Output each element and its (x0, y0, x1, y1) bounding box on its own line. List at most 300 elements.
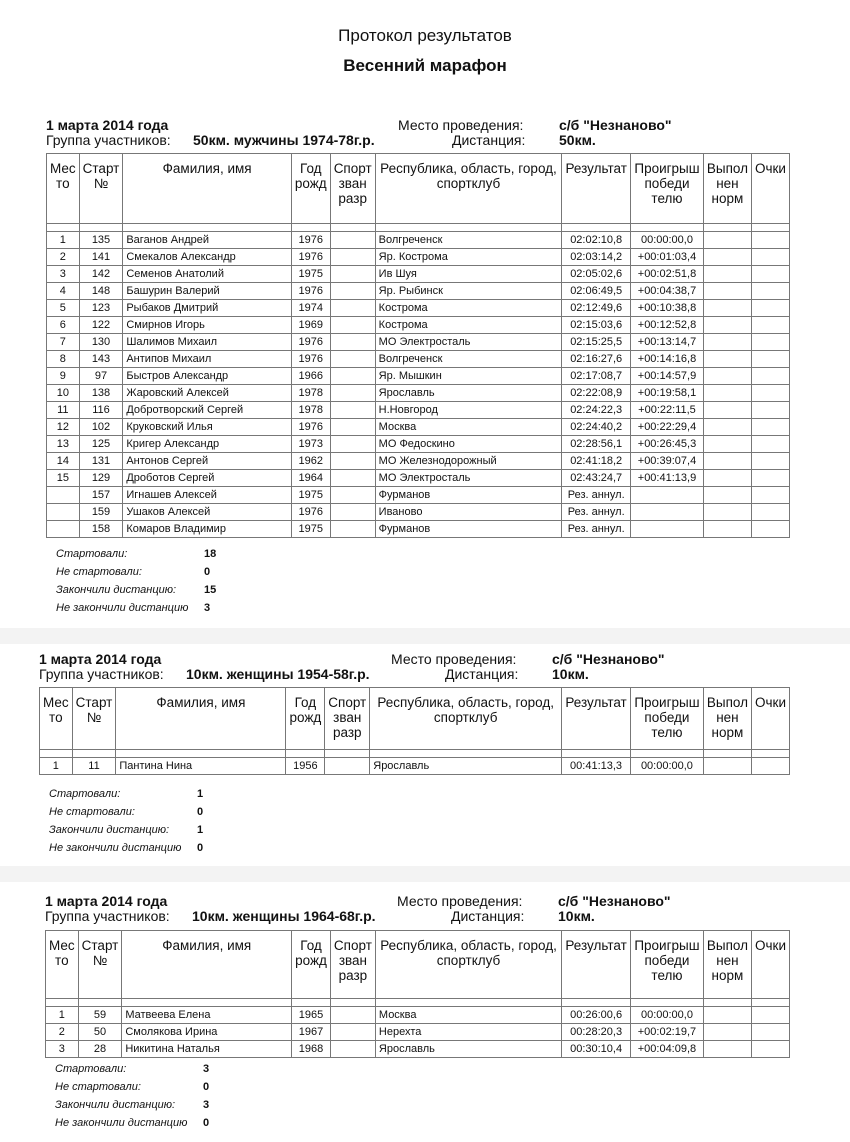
col-sport-rank-cell (330, 504, 375, 521)
distance-label: Дистанция: (445, 666, 519, 682)
table-spacer-row (46, 999, 790, 1007)
col-start-number-cell: 157 (79, 487, 123, 504)
scan-gap (0, 628, 850, 644)
col-points-cell (751, 317, 789, 334)
col-sport-rank-cell (330, 419, 375, 436)
col-place-cell (47, 487, 80, 504)
col-result-cell: 02:22:08,9 (562, 385, 631, 402)
col-name-cell: Смекалов Александр (123, 249, 292, 266)
col-points-cell (751, 504, 789, 521)
col-start-number-cell: 131 (79, 453, 123, 470)
col-name-cell: Добротворский Сергей (123, 402, 292, 419)
col-sport-rank-header: Спорт зван разр (325, 688, 370, 750)
col-birth-year-cell: 1976 (291, 283, 330, 300)
started-stat-value: 1 (197, 788, 204, 800)
col-sport-rank-cell (330, 436, 375, 453)
col-result-cell: 02:03:14,2 (562, 249, 631, 266)
col-place-header: Мес то (46, 931, 79, 999)
col-norm-completed-cell (703, 249, 751, 266)
col-norm-completed-cell (703, 266, 751, 283)
table-row (47, 334, 790, 351)
col-name-cell: Кригер Александр (123, 436, 292, 453)
col-result-cell: Рез. аннул. (562, 521, 631, 538)
col-behind-winner-header: Проигрыш победи телю (631, 931, 704, 999)
col-region-club-cell: Иваново (375, 504, 562, 521)
col-points-header: Очки (751, 154, 789, 224)
col-birth-year-cell: 1966 (291, 368, 330, 385)
col-result-cell: 02:15:25,5 (562, 334, 631, 351)
col-sport-rank-cell (330, 402, 375, 419)
group-label: Группа участников: (46, 132, 171, 148)
table-row (47, 317, 790, 334)
col-name-cell: Дроботов Сергей (123, 470, 292, 487)
col-name-cell: Антонов Сергей (123, 453, 292, 470)
not-started-stat-value: 0 (203, 1081, 210, 1093)
col-result-header: Результат (562, 688, 631, 750)
col-behind-winner-cell: +00:02:51,8 (631, 266, 704, 283)
col-name-cell: Шалимов Михаил (123, 334, 292, 351)
col-birth-year-cell: 1969 (291, 317, 330, 334)
col-birth-year-cell: 1967 (292, 1024, 331, 1041)
col-start-number-cell: 123 (79, 300, 123, 317)
col-birth-year-cell: 1976 (291, 351, 330, 368)
col-behind-winner-cell: +00:10:38,8 (631, 300, 704, 317)
col-points-cell (751, 487, 789, 504)
col-birth-year-cell: 1976 (291, 232, 330, 249)
col-points-cell (751, 351, 789, 368)
col-name-cell: Жаровский Алексей (123, 385, 292, 402)
not-finished-stat (55, 1117, 275, 1135)
col-sport-rank-cell (325, 758, 370, 775)
finished-stat (56, 584, 276, 602)
table-row (46, 1007, 790, 1024)
col-place-cell (47, 521, 80, 538)
table-spacer-row (47, 224, 790, 232)
col-result-cell: 02:17:08,7 (562, 368, 631, 385)
col-result-cell: 02:05:02,6 (562, 266, 631, 283)
not-finished-stat-label: Не закончили дистанцию (55, 1117, 188, 1129)
not-started-stat-label: Не стартовали: (55, 1081, 141, 1093)
col-norm-completed-cell (703, 758, 751, 775)
col-behind-winner-header: Проигрыш победи телю (631, 154, 704, 224)
col-behind-winner-cell (631, 487, 704, 504)
col-place-cell: 2 (47, 249, 80, 266)
not-finished-stat (56, 602, 276, 620)
venue-value: с/б "Незнаново" (552, 651, 665, 667)
col-name-cell: Ваганов Андрей (123, 232, 292, 249)
section-date: 1 марта 2014 года (46, 117, 169, 133)
col-behind-winner-cell: +00:04:09,8 (631, 1041, 704, 1058)
col-result-cell: 00:28:20,3 (562, 1024, 631, 1041)
table-row (46, 1041, 790, 1058)
col-start-number-cell: 158 (79, 521, 123, 538)
col-norm-completed-cell (703, 351, 751, 368)
col-region-club-cell: МО Железнодорожный (375, 453, 562, 470)
col-start-number-header: Старт № (78, 931, 122, 999)
started-stat-label: Стартовали: (56, 548, 128, 560)
col-region-club-cell: Яр. Рыбинск (375, 283, 562, 300)
col-sport-rank-cell (330, 249, 375, 266)
col-place-cell (47, 504, 80, 521)
distance-label: Дистанция: (451, 908, 525, 924)
col-start-number-cell: 28 (78, 1041, 122, 1058)
col-result-header: Результат (562, 931, 631, 999)
col-points-cell (751, 1007, 789, 1024)
col-region-club-cell: Фурманов (375, 487, 562, 504)
results-table (46, 153, 790, 538)
table-row (47, 504, 790, 521)
col-points-cell (751, 758, 789, 775)
table-header-row (46, 931, 790, 999)
col-region-club-cell: МО Электросталь (375, 334, 562, 351)
col-region-club-cell: Ярославль (375, 1041, 561, 1058)
col-region-club-cell: Яр. Кострома (375, 249, 562, 266)
table-row (47, 436, 790, 453)
col-place-cell: 15 (47, 470, 80, 487)
col-norm-completed-cell (703, 470, 751, 487)
col-sport-rank-cell (330, 283, 375, 300)
col-norm-completed-cell (703, 1024, 751, 1041)
col-result-cell: Рез. аннул. (562, 504, 631, 521)
col-birth-year-header: Год рожд (291, 154, 330, 224)
col-place-cell: 5 (47, 300, 80, 317)
col-sport-rank-header: Спорт зван разр (330, 931, 375, 999)
col-norm-completed-cell (703, 385, 751, 402)
col-result-cell: 00:26:00,6 (562, 1007, 631, 1024)
col-place-cell: 3 (47, 266, 80, 283)
col-birth-year-cell: 1976 (291, 419, 330, 436)
finished-stat-label: Закончили дистанцию: (49, 824, 170, 836)
group-value: 10км. женщины 1954-58г.р. (186, 666, 370, 682)
col-region-club-cell: Нерехта (375, 1024, 561, 1041)
not-finished-stat-label: Не закончили дистанцию (49, 842, 182, 854)
col-start-number-cell: 141 (79, 249, 123, 266)
col-start-number-cell: 102 (79, 419, 123, 436)
col-behind-winner-cell (631, 521, 704, 538)
not-started-stat (56, 566, 276, 584)
col-points-cell (751, 283, 789, 300)
col-points-header: Очки (751, 688, 789, 750)
col-behind-winner-cell: +00:04:38,7 (631, 283, 704, 300)
col-norm-completed-cell (703, 317, 751, 334)
group-value: 10км. женщины 1964-68г.р. (192, 908, 376, 924)
col-norm-completed-cell (703, 504, 751, 521)
col-place-header: Мес то (47, 154, 80, 224)
col-region-club-header: Республика, область, город, спортклуб (370, 688, 562, 750)
col-behind-winner-cell: +00:19:58,1 (631, 385, 704, 402)
col-behind-winner-cell: +00:14:57,9 (631, 368, 704, 385)
col-place-header: Мес то (40, 688, 73, 750)
col-points-cell (751, 402, 789, 419)
col-region-club-cell: Волгреченск (375, 351, 562, 368)
col-name-cell: Никитина Наталья (122, 1041, 292, 1058)
col-start-number-cell: 148 (79, 283, 123, 300)
table-row (47, 300, 790, 317)
col-behind-winner-cell: +00:02:19,7 (631, 1024, 704, 1041)
venue-value: с/б "Незнаново" (558, 893, 671, 909)
started-stat (49, 788, 269, 806)
col-name-cell: Смолякова Ирина (122, 1024, 292, 1041)
col-norm-completed-header: Выпол нен норм (703, 931, 751, 999)
col-birth-year-cell: 1962 (291, 453, 330, 470)
col-name-cell: Пантина Нина (116, 758, 286, 775)
table-row (47, 368, 790, 385)
col-place-cell: 4 (47, 283, 80, 300)
col-start-number-cell: 59 (78, 1007, 122, 1024)
results-table (39, 687, 790, 775)
document-subtitle: Весенний марафон (343, 56, 507, 75)
not-started-stat (49, 806, 269, 824)
col-sport-rank-cell (330, 521, 375, 538)
col-behind-winner-cell: 00:00:00,0 (631, 1007, 704, 1024)
col-behind-winner-cell: 00:00:00,0 (631, 232, 704, 249)
col-result-cell: 02:43:24,7 (562, 470, 631, 487)
col-norm-completed-header: Выпол нен норм (703, 154, 751, 224)
col-behind-winner-cell: +00:26:45,3 (631, 436, 704, 453)
section-stats (49, 788, 269, 860)
finished-stat-label: Закончили дистанцию: (55, 1099, 176, 1111)
col-start-number-cell: 11 (72, 758, 116, 775)
col-behind-winner-header: Проигрыш победи телю (631, 688, 704, 750)
col-result-cell: 00:41:13,3 (562, 758, 631, 775)
finished-stat-label: Закончили дистанцию: (56, 584, 177, 596)
col-start-number-cell: 97 (79, 368, 123, 385)
col-points-header: Очки (751, 931, 789, 999)
col-place-cell: 1 (47, 232, 80, 249)
col-behind-winner-cell: +00:13:14,7 (631, 334, 704, 351)
col-start-number-header: Старт № (72, 688, 116, 750)
col-points-cell (751, 1041, 789, 1058)
col-sport-rank-cell (330, 351, 375, 368)
section-date: 1 марта 2014 года (45, 893, 168, 909)
started-stat-value: 3 (203, 1063, 210, 1075)
col-place-cell: 1 (40, 758, 73, 775)
col-norm-completed-cell (703, 368, 751, 385)
col-sport-rank-cell (330, 368, 375, 385)
not-started-stat-label: Не стартовали: (56, 566, 142, 578)
not-finished-stat-value: 3 (204, 602, 211, 614)
col-sport-rank-cell (330, 487, 375, 504)
col-result-header: Результат (562, 154, 631, 224)
table-header-row (47, 154, 790, 224)
col-points-cell (751, 385, 789, 402)
col-start-number-cell: 135 (79, 232, 123, 249)
group-label: Группа участников: (39, 666, 164, 682)
col-behind-winner-cell: +00:12:52,8 (631, 317, 704, 334)
col-place-cell: 9 (47, 368, 80, 385)
col-birth-year-cell: 1974 (291, 300, 330, 317)
col-region-club-cell: Москва (375, 419, 562, 436)
col-start-number-cell: 159 (79, 504, 123, 521)
distance-value: 10км. (558, 908, 595, 924)
col-sport-rank-cell (330, 453, 375, 470)
col-region-club-cell: Ив Шуя (375, 266, 562, 283)
col-birth-year-cell: 1976 (291, 504, 330, 521)
finished-stat-value: 3 (203, 1099, 210, 1111)
col-norm-completed-cell (703, 300, 751, 317)
col-norm-completed-cell (703, 334, 751, 351)
finished-stat-value: 1 (197, 824, 204, 836)
col-behind-winner-cell: +00:39:07,4 (631, 453, 704, 470)
col-region-club-cell: МО Федоскино (375, 436, 562, 453)
col-norm-completed-header: Выпол нен норм (703, 688, 751, 750)
col-name-cell: Ушаков Алексей (123, 504, 292, 521)
started-stat-label: Стартовали: (49, 788, 121, 800)
col-birth-year-cell: 1975 (291, 266, 330, 283)
col-sport-rank-cell (330, 317, 375, 334)
results-table (45, 930, 790, 1058)
table-row (40, 758, 790, 775)
col-points-cell (751, 419, 789, 436)
col-birth-year-cell: 1968 (292, 1041, 331, 1058)
started-stat (56, 548, 276, 566)
col-points-cell (751, 368, 789, 385)
col-region-club-cell: Москва (375, 1007, 561, 1024)
col-result-cell: 02:24:22,3 (562, 402, 631, 419)
not-finished-stat-value: 0 (203, 1117, 210, 1129)
col-norm-completed-cell (703, 487, 751, 504)
col-points-cell (751, 436, 789, 453)
col-sport-rank-cell (330, 232, 375, 249)
col-region-club-cell: Ярославль (375, 385, 562, 402)
table-row (47, 521, 790, 538)
col-region-club-cell: Волгреченск (375, 232, 562, 249)
col-name-cell: Рыбаков Дмитрий (123, 300, 292, 317)
col-result-cell: 02:12:49,6 (562, 300, 631, 317)
table-row (47, 249, 790, 266)
col-region-club-header: Республика, область, город, спортклуб (375, 931, 561, 999)
col-place-cell: 10 (47, 385, 80, 402)
col-birth-year-cell: 1976 (291, 334, 330, 351)
started-stat (55, 1063, 275, 1081)
table-header-row (40, 688, 790, 750)
table-row (47, 419, 790, 436)
col-name-cell: Башурин Валерий (123, 283, 292, 300)
table-spacer-row (40, 750, 790, 758)
col-norm-completed-cell (703, 453, 751, 470)
distance-label: Дистанция: (452, 132, 526, 148)
table-row (47, 283, 790, 300)
col-start-number-cell: 143 (79, 351, 123, 368)
col-place-cell: 6 (47, 317, 80, 334)
table-row (47, 351, 790, 368)
col-points-cell (751, 334, 789, 351)
col-points-cell (751, 266, 789, 283)
col-region-club-cell: Ярославль (370, 758, 562, 775)
col-place-cell: 3 (46, 1041, 79, 1058)
col-region-club-cell: Кострома (375, 317, 562, 334)
col-region-club-cell: Н.Новгород (375, 402, 562, 419)
group-label: Группа участников: (45, 908, 170, 924)
col-result-cell: 02:24:40,2 (562, 419, 631, 436)
col-birth-year-cell: 1975 (291, 487, 330, 504)
section-stats (55, 1063, 275, 1135)
col-norm-completed-cell (703, 436, 751, 453)
col-start-number-cell: 142 (79, 266, 123, 283)
col-region-club-header: Республика, область, город, спортклуб (375, 154, 562, 224)
col-birth-year-header: Год рожд (292, 931, 331, 999)
distance-value: 50км. (559, 132, 596, 148)
distance-value: 10км. (552, 666, 589, 682)
col-sport-rank-cell (330, 1007, 375, 1024)
col-place-cell: 7 (47, 334, 80, 351)
col-behind-winner-cell: +00:41:13,9 (631, 470, 704, 487)
table-row (47, 385, 790, 402)
not-finished-stat (49, 842, 269, 860)
col-place-cell: 14 (47, 453, 80, 470)
col-name-cell: Круковский Илья (123, 419, 292, 436)
col-name-cell: Антипов Михаил (123, 351, 292, 368)
not-started-stat-label: Не стартовали: (49, 806, 135, 818)
not-started-stat (55, 1081, 275, 1099)
not-started-stat-value: 0 (197, 806, 204, 818)
col-start-number-header: Старт № (79, 154, 123, 224)
col-region-club-cell: Кострома (375, 300, 562, 317)
col-place-cell: 1 (46, 1007, 79, 1024)
group-value: 50км. мужчины 1974-78г.р. (193, 132, 375, 148)
scan-gap (0, 866, 850, 882)
col-points-cell (751, 453, 789, 470)
col-start-number-cell: 50 (78, 1024, 122, 1041)
venue-value: с/б "Незнаново" (559, 117, 672, 133)
col-name-cell: Быстров Александр (123, 368, 292, 385)
col-points-cell (751, 249, 789, 266)
col-points-cell (751, 232, 789, 249)
col-norm-completed-cell (703, 521, 751, 538)
table-row (47, 453, 790, 470)
col-name-cell: Игнашев Алексей (123, 487, 292, 504)
col-place-cell: 8 (47, 351, 80, 368)
col-result-cell: 02:06:49,5 (562, 283, 631, 300)
col-behind-winner-cell: +00:14:16,8 (631, 351, 704, 368)
col-name-header: Фамилия, имя (123, 154, 292, 224)
col-birth-year-cell: 1964 (291, 470, 330, 487)
not-finished-stat-value: 0 (197, 842, 204, 854)
col-behind-winner-cell: +00:22:11,5 (631, 402, 704, 419)
col-result-cell: 02:16:27,6 (562, 351, 631, 368)
col-result-cell: 02:41:18,2 (562, 453, 631, 470)
col-name-cell: Семенов Анатолий (123, 266, 292, 283)
col-birth-year-cell: 1978 (291, 385, 330, 402)
col-sport-rank-cell (330, 266, 375, 283)
col-place-cell: 12 (47, 419, 80, 436)
not-started-stat-value: 0 (204, 566, 211, 578)
col-start-number-cell: 122 (79, 317, 123, 334)
col-name-cell: Комаров Владимир (123, 521, 292, 538)
col-points-cell (751, 1024, 789, 1041)
col-start-number-cell: 125 (79, 436, 123, 453)
col-sport-rank-header: Спорт зван разр (330, 154, 375, 224)
section-stats (56, 548, 276, 620)
col-name-cell: Смирнов Игорь (123, 317, 292, 334)
col-norm-completed-cell (703, 1007, 751, 1024)
col-start-number-cell: 116 (79, 402, 123, 419)
document-title: Протокол результатов (338, 26, 512, 45)
col-place-cell: 11 (47, 402, 80, 419)
finished-stat-value: 15 (204, 584, 217, 596)
col-start-number-cell: 129 (79, 470, 123, 487)
col-start-number-cell: 130 (79, 334, 123, 351)
col-points-cell (751, 300, 789, 317)
table-row (47, 266, 790, 283)
col-norm-completed-cell (703, 1041, 751, 1058)
col-result-cell: 02:02:10,8 (562, 232, 631, 249)
col-place-cell: 2 (46, 1024, 79, 1041)
col-norm-completed-cell (703, 232, 751, 249)
col-behind-winner-cell (631, 504, 704, 521)
col-birth-year-cell: 1956 (286, 758, 325, 775)
col-sport-rank-cell (330, 470, 375, 487)
